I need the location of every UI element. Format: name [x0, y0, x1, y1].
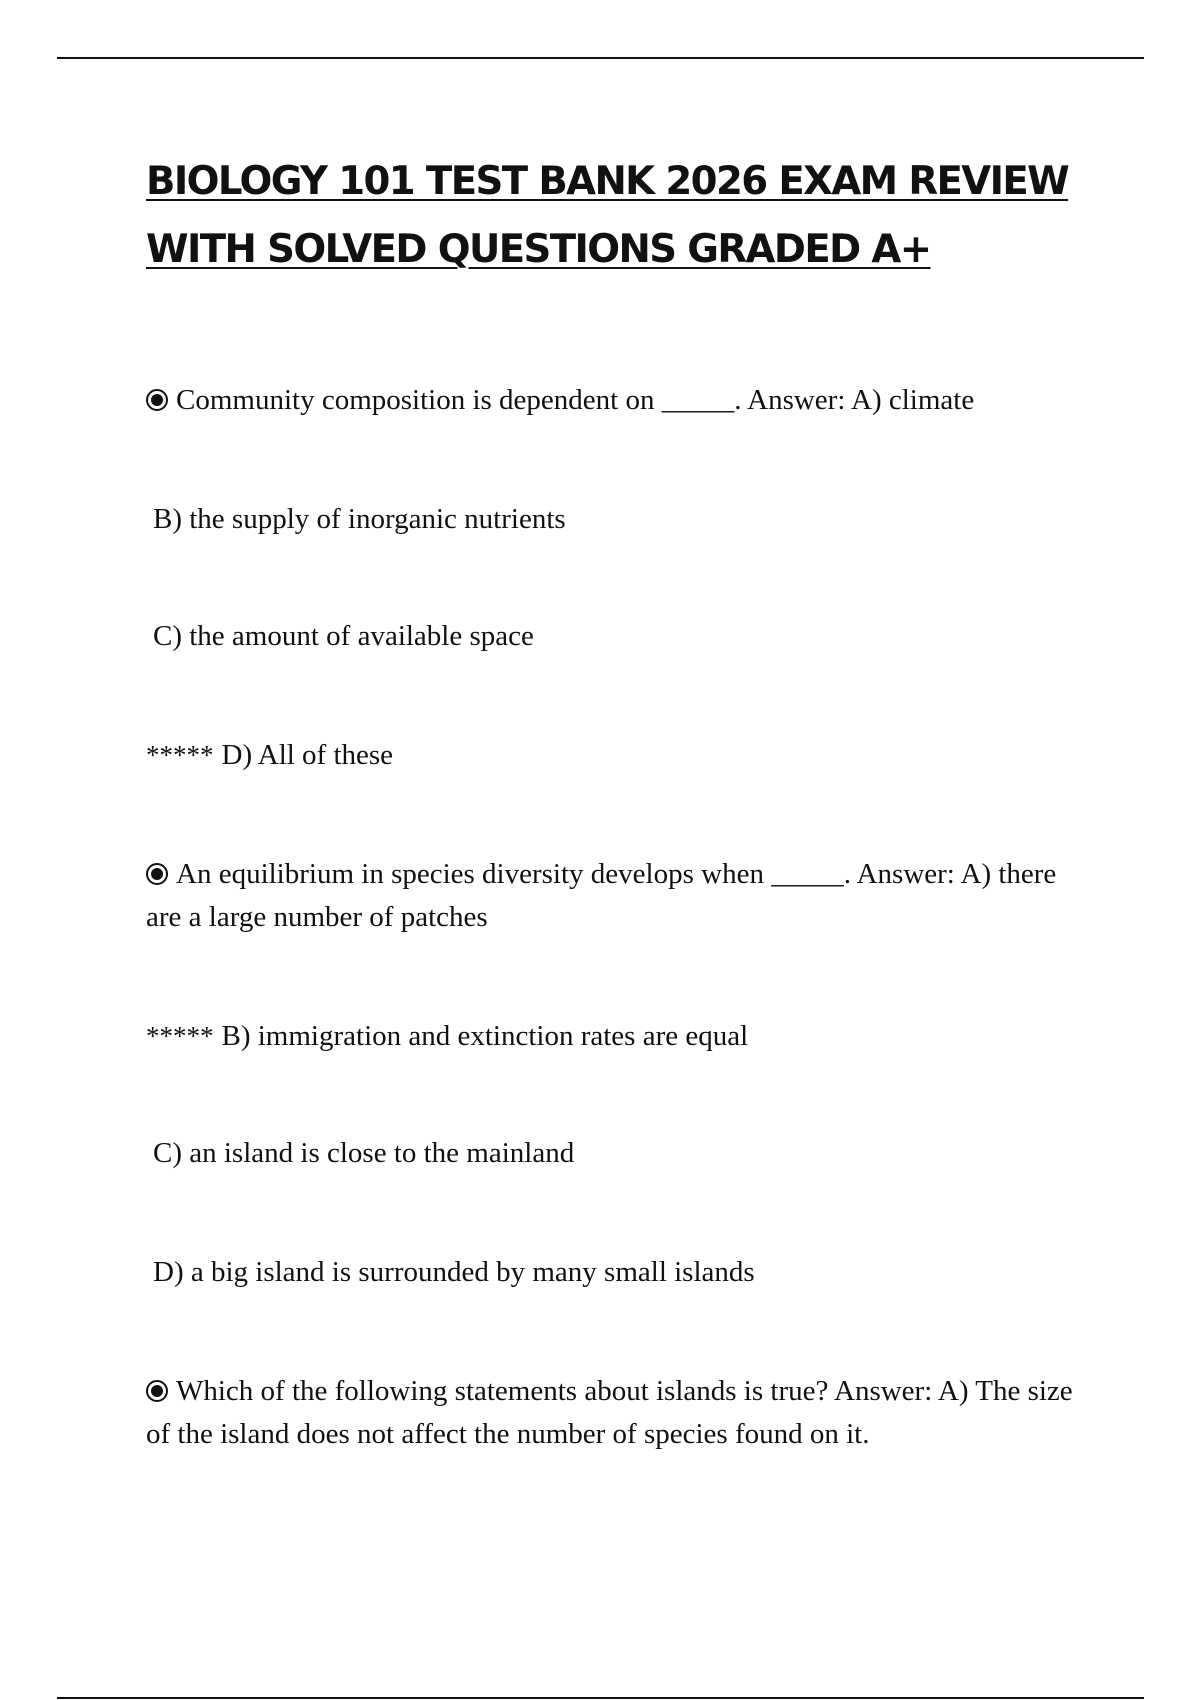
option-q1-c	[153, 615, 1103, 658]
question-1-text: Community composition is dependent on _____. Answer: A) climate	[176, 384, 975, 416]
bottom-divider	[57, 1697, 1144, 1699]
option-text: C) an island is close to the mainland	[153, 1137, 575, 1169]
option-text: B) the supply of inorganic nutrients	[153, 503, 566, 535]
radio-bullet-icon	[146, 389, 168, 411]
correct-answer-q2	[146, 1015, 1096, 1058]
option-q1-b	[153, 498, 1103, 541]
question-3-text: Which of the following statements about islands is true? Answer: A) The size of the island does not affect the number of species found on it.	[146, 1375, 1080, 1450]
option-text: D) All of these	[221, 739, 394, 771]
question-1	[146, 379, 1096, 422]
option-text: B) immigration and extinction rates are equal	[221, 1020, 749, 1052]
question-3	[146, 1370, 1096, 1456]
option-text: C) the amount of available space	[153, 620, 534, 652]
title-line-2: WITH SOLVED QUESTIONS GRADED A+	[146, 227, 931, 272]
correct-marker: *****	[146, 1021, 214, 1051]
radio-bullet-icon	[146, 863, 168, 885]
question-2	[146, 853, 1096, 939]
title-line-1: BIOLOGY 101 TEST BANK 2026 EXAM REVIEW	[146, 159, 1069, 204]
correct-answer-q1	[146, 734, 1096, 777]
option-q2-c	[153, 1132, 1103, 1175]
option-text: D) a big island is surrounded by many small islands	[153, 1256, 755, 1288]
correct-marker: *****	[146, 740, 214, 770]
top-divider	[57, 57, 1144, 59]
document-title	[146, 148, 1096, 284]
option-q2-d	[153, 1251, 1103, 1294]
radio-bullet-icon	[146, 1380, 168, 1402]
question-2-text: An equilibrium in species diversity develops when _____. Answer: A) there are a large number of patches	[146, 858, 1064, 933]
